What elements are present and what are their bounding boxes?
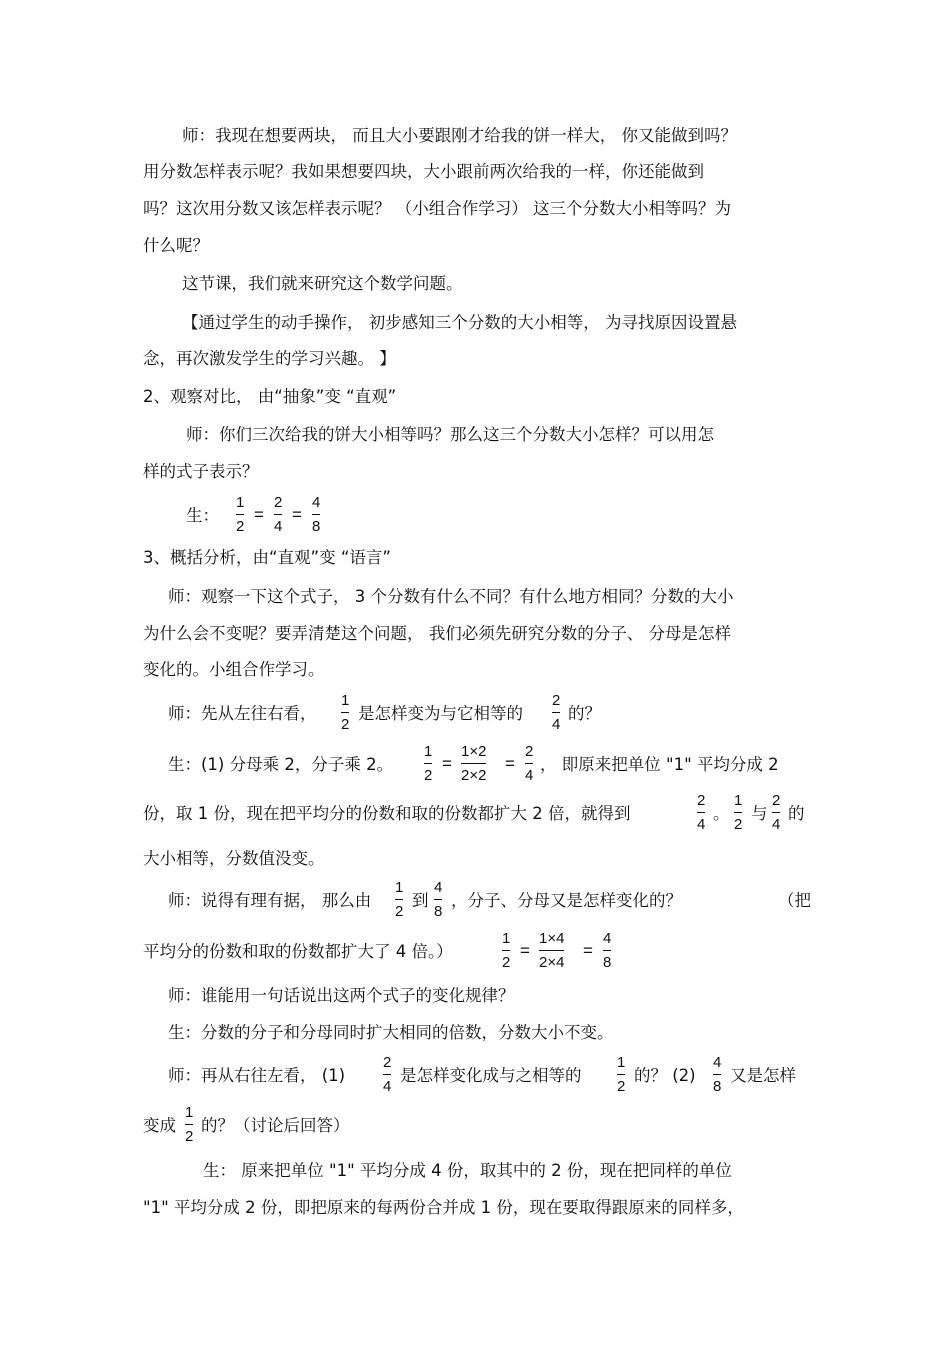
fraction: 1 2 (424, 743, 433, 784)
fraction: 1 2 (236, 494, 245, 535)
text-line: 变成 (143, 1116, 176, 1135)
text-line: 生：分数的分子和分母同时扩大相同的倍数，分数大小不变。 (168, 1023, 614, 1042)
text-line: 生：(1) 分母乘 2，分子乘 2。 (168, 755, 394, 774)
text-line: 变化的。小组合作学习。 (143, 660, 325, 679)
text-line: 的？（讨论后回答） (201, 1116, 350, 1135)
text-line: 大小相等，分数值没变。 (143, 849, 325, 868)
text-line: 生： 原来把单位 "1" 平均分成 4 份，取其中的 2 份，现在把同样的单位 (203, 1161, 732, 1180)
text-line: 平均分的份数和取的份数都扩大了 4 倍。） (143, 942, 453, 961)
fraction: 4 8 (312, 494, 321, 535)
fraction: 2 4 (274, 494, 283, 535)
text-line: 【通过学生的动手操作， 初步感知三个分数的大小相等， 为寻找原因设置悬 (182, 313, 737, 332)
text-line: 生： (186, 506, 219, 525)
fraction: 1×4 2×4 (539, 930, 565, 971)
text-line: 师：观察一下这个式子， 3 个分数有什么不同？有什么地方相同？分数的大小 (168, 587, 734, 606)
fraction: 4 8 (434, 879, 443, 920)
equals-sign: = (505, 754, 515, 773)
text-line: 的 (788, 804, 805, 823)
fraction: 1 2 (502, 930, 511, 971)
text-line: 念，再次激发学生的学习兴趣。 】 (143, 349, 396, 368)
text-line: 这节课，我们就来研究这个数学问题。 (182, 274, 463, 293)
fraction: 2 4 (772, 792, 781, 833)
text-line: 的？ (568, 704, 601, 723)
text-line: 师：我现在想要两块， 而且大小要跟刚才给我的饼一样大， 你又能做到吗？ (182, 126, 737, 145)
equals-sign: = (583, 941, 593, 960)
text-line: 用分数怎样表示呢？我如果想要四块，大小跟前两次给我的一样，你还能做到 (143, 162, 704, 181)
section-heading: 3、概括分析，由“直观”变 “语言” (143, 548, 391, 567)
text-line: 是怎样变为与它相等的 (358, 704, 523, 723)
text-line: "1" 平均分成 2 份，即把原来的每两份合并成 1 份，现在要取得跟原来的同样多， (143, 1198, 744, 1217)
text-line: 又是怎样 (730, 1066, 796, 1085)
fraction: 2 4 (697, 792, 706, 833)
text-line: 。 (713, 804, 730, 823)
text-line: 师：再从右往左看， (1) (168, 1066, 346, 1085)
text-line: ，分子、分母又是怎样变化的？ (451, 891, 682, 910)
text-line: 吗？这次用分数又该怎样表示呢？ （小组合作学习） 这三个分数大小相等吗？为 (143, 199, 731, 218)
fraction: 2 4 (383, 1054, 392, 1095)
text-line: 师：谁能用一句话说出这两个式子的变化规律？ (168, 986, 515, 1005)
fraction: 4 8 (713, 1054, 722, 1095)
equals-sign: = (520, 941, 530, 960)
text-line: 样的式子表示？ (143, 462, 259, 481)
equals-sign: = (292, 505, 302, 524)
fraction: 4 8 (603, 930, 612, 971)
fraction: 1 2 (617, 1054, 626, 1095)
fraction: 1 2 (341, 692, 350, 733)
text-line: 份，取 1 份，现在把平均分的份数和取的份数都扩大 2 倍，就得到 (143, 804, 631, 823)
equals-sign: = (442, 754, 452, 773)
text-line: （把 (778, 891, 811, 910)
section-heading: 2、观察对比， 由“抽象”变 “直观” (143, 387, 397, 406)
text-line: 与 (751, 804, 768, 823)
text-line: 是怎样变化成与之相等的 (400, 1066, 582, 1085)
fraction: 2 4 (525, 743, 534, 784)
text-line: 师：说得有理有据， 那么由 (168, 891, 372, 910)
text-line: 到 (412, 891, 429, 910)
text-line: 师：先从左往右看， (168, 704, 317, 723)
fraction: 1 2 (395, 879, 404, 920)
fraction: 1 2 (185, 1104, 194, 1145)
text-line: 为什么会不变呢？要弄清楚这个问题， 我们必须先研究分数的分子、 分母是怎样 (143, 624, 731, 643)
text-line: 的？ (2) (634, 1066, 696, 1085)
fraction: 1 2 (734, 792, 743, 833)
fraction: 2 4 (552, 692, 561, 733)
equals-sign: = (254, 505, 264, 524)
fraction: 1×2 2×2 (461, 743, 487, 784)
text-line: 师：你们三次给我的饼大小相等吗？那么这三个分数大小怎样？可以用怎 (186, 425, 714, 444)
text-line: 什么呢？ (143, 236, 209, 255)
text-line: ， 即原来把单位 "1" 平均分成 2 (540, 755, 779, 774)
